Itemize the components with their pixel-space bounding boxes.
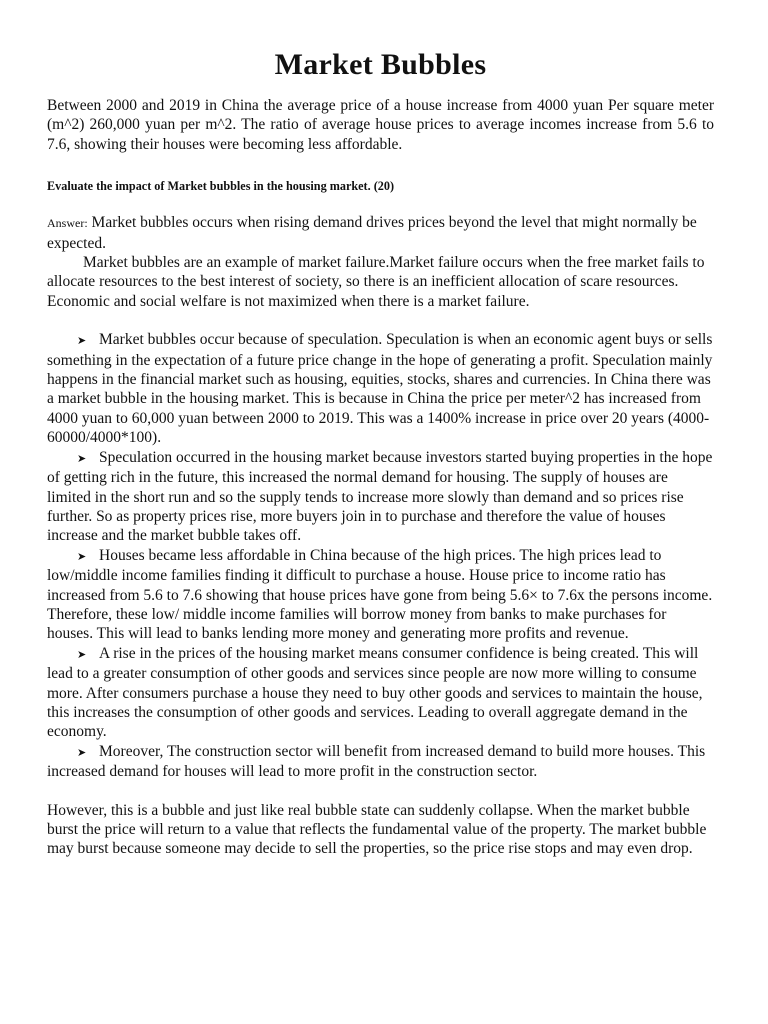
list-item [47, 448, 714, 546]
list-item-text: Speculation occurred in the housing market because investors started buying properties in the hope of getting rich in the future, this increased the normal demand for housing. The supply of houses are limited in the short run and so the supply tends to increase more slowly than demand and so prices rise further. So as property prices rise, more buyers join in to purchase and therefore the value of houses increase and the market bubble takes off. [47, 448, 713, 545]
intro-paragraph: Between 2000 and 2019 in China the average price of a house increase from 4000 yuan Per square meter (m^2) 260,000 yuan per m^2. The ratio of average house prices to average incomes increase from 5.6 to 7.6, showing their houses were becoming less affordable. [47, 97, 714, 153]
arrowhead-bullet-icon: ➤ [77, 451, 87, 465]
arrowhead-bullet-icon: ➤ [77, 647, 87, 661]
answer-label: Answer: [47, 216, 88, 231]
arrowhead-bullet-icon: ➤ [77, 334, 87, 348]
spacer [47, 311, 714, 330]
question-prompt: Evaluate the impact of Market bubbles in the housing market. (20) [47, 179, 395, 194]
market-failure-paragraph: Market bubbles are an example of market failure.Market failure occurs when the free market fails to allocate resources to the best interest of society, so there is an inefficient allocation of scare resources. Economic and social welfare is not maximized when there is a market failure. [47, 254, 705, 310]
list-item [47, 644, 714, 742]
bullet-list [47, 330, 714, 781]
conclusion-paragraph: However, this is a bubble and just like real bubble state can suddenly collapse. When the market bubble burst the price will return to a value that reflects the fundamental value of the property. The market bubble may burst because someone may decide to sell the properties, so the price rise stops and may even drop. [47, 801, 707, 858]
spacer [47, 782, 714, 801]
list-item-text: A rise in the prices of the housing market means consumer confidence is being created. This will lead to a greater consumption of other goods and services since people are now more willing to consume more. After consumers purchase a house they need to buy other goods and services to maintain the house, this increases the consumption of other goods and services. Leading to overall aggregate demand in the economy. [47, 644, 703, 741]
arrowhead-bullet-icon: ➤ [77, 549, 87, 563]
list-item [47, 742, 714, 782]
answer-text: Market bubbles occurs when rising demand drives prices beyond the level that might normally be expected. [47, 214, 697, 252]
list-item-text: Houses became less affordable in China because of the high prices. The high prices lead to low/middle income families finding it difficult to purchase a house. House price to income ratio has increased from 5.6 to 7.6 showing that house prices have gone from being 5.6× to 7.6x the persons income. Therefore, these low/ middle income families will borrow money from banks to make purchases for houses. This will lead to banks lending more money and generating more profits and revenue. [47, 546, 713, 643]
list-item-text: Market bubbles occur because of speculation. Speculation is when an economic agent buys or sells something in the expectation of a future price change in the hope of generating a profit. Speculation mainly happens in the financial market such as housing, equities, stocks, shares and currencies. In China there was a market bubble in the housing market. This is because in China the price per meter^2 has increased from 4000 yuan to 60,000 yuan between 2000 to 2019. This was a 1400% increase in price over 20 years (4000-60000/4000*100). [47, 331, 713, 447]
list-item-text: Moreover, The construction sector will benefit from increased demand to build more houses. This increased demand for houses will lead to more profit in the construction sector. [47, 742, 706, 781]
document-title: Market Bubbles [274, 48, 487, 81]
arrowhead-bullet-icon: ➤ [77, 745, 87, 759]
list-item [47, 546, 714, 644]
list-item [47, 330, 714, 447]
answer-section [47, 213, 714, 311]
answer-definition [47, 213, 714, 253]
